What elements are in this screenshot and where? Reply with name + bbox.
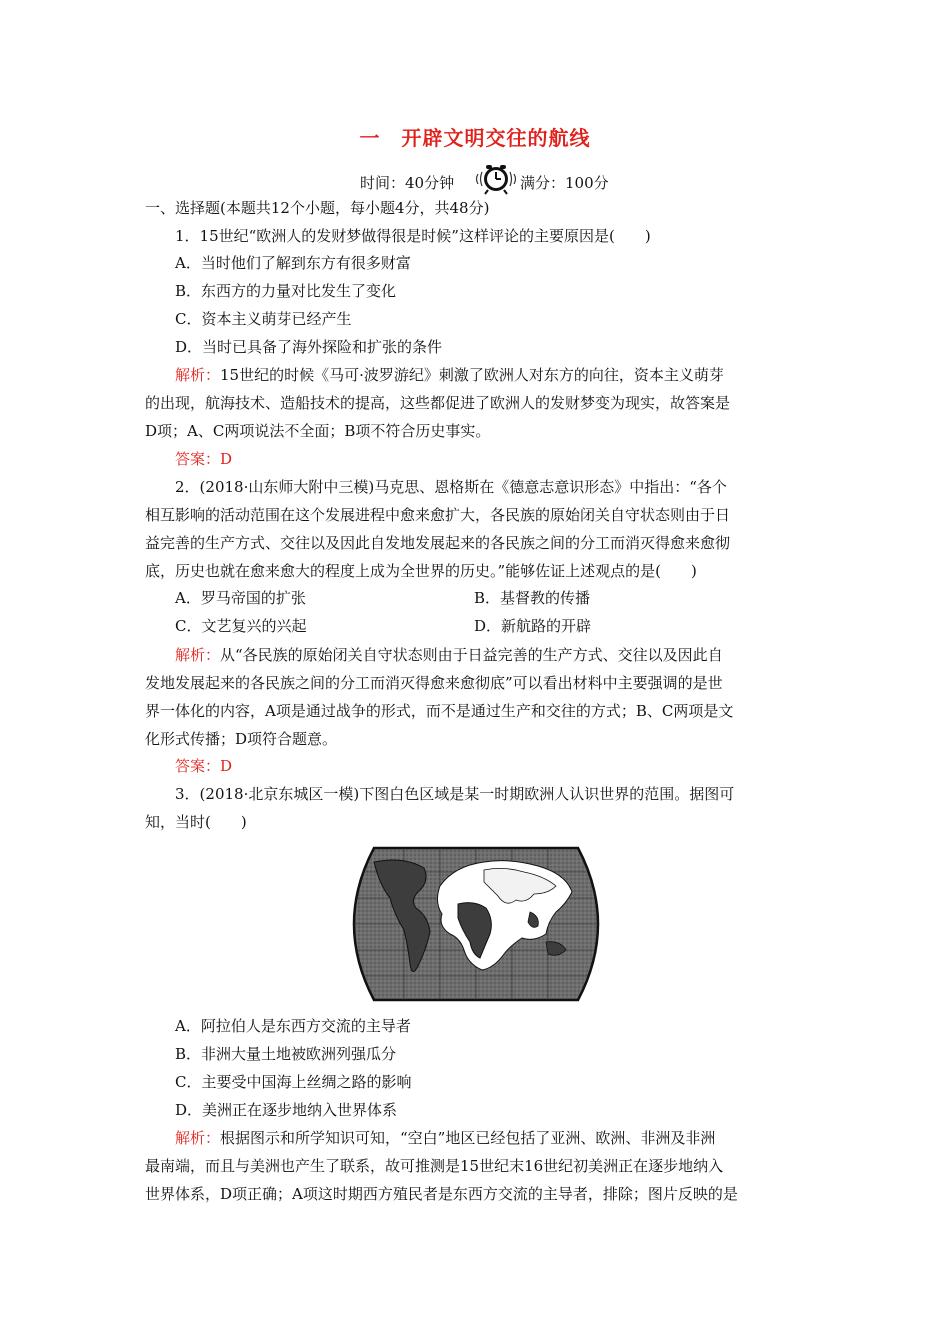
q2-analysis-line-4: 化形式传播；D项符合题意。 (145, 730, 338, 748)
analysis-label: 解析： (175, 1129, 221, 1147)
q1-analysis-line-2: 的出现，航海技术、造船技术的提高，这些都促进了欧洲人的发财梦变为现实，故答案是 (145, 394, 731, 412)
analysis-label: 解析： (175, 646, 221, 664)
q1-answer: 答案：D (175, 450, 233, 468)
q1-option-a: A．当时他们了解到东方有很多财富 (175, 254, 411, 272)
q3-option-c: C．主要受中国海上丝绸之路的影响 (175, 1073, 412, 1091)
q3-option-d: D．美洲正在逐步地纳入世界体系 (175, 1101, 398, 1119)
full-score: 满分：100分 (520, 174, 609, 192)
alarm-clock-icon (472, 162, 520, 196)
q2-stem-line-4: 底，历史也就在愈来愈大的程度上成为全世界的历史。”能够佐证上述观点的是( ) (145, 562, 697, 580)
q2-analysis-line-1: 解析：从“各民族的原始闭关自守状态则由于日益完善的生产方式、交往以及因此自 (175, 646, 723, 664)
section-heading: 一、选择题(本题共12个小题，每小题4分，共48分) (145, 199, 490, 217)
q2-option-b: B．基督教的传播 (474, 589, 591, 607)
world-map-figure (334, 842, 618, 1006)
q3-stem-line-1: 3．(2018·北京东城区一模)下图白色区域是某一时期欧洲人认识世界的范围。据图可 (175, 785, 735, 803)
q3-analysis-line-3: 世界体系，D项正确；A项这时期西方殖民者是东西方交流的主导者，排除；图片反映的是 (145, 1185, 738, 1203)
q2-answer: 答案：D (175, 757, 233, 775)
q1-option-c: C．资本主义萌芽已经产生 (175, 310, 352, 328)
q1-option-d: D．当时已具备了海外探险和扩张的条件 (175, 338, 443, 356)
page-title: 一 开辟文明交往的航线 (359, 126, 591, 150)
q2-stem-line-1: 2．(2018·山东师大附中三模)马克思、恩格斯在《德意志意识形态》中指出：“各个 (175, 478, 727, 496)
q1-analysis-line-1: 解析：15世纪的时候《马可·波罗游纪》刺激了欧洲人对东方的向往，资本主义萌芽 (175, 366, 724, 384)
q3-stem-line-2: 知，当时( ) (145, 813, 247, 831)
q3-option-b: B．非洲大量土地被欧洲列强瓜分 (175, 1045, 397, 1063)
q3-option-a: A．阿拉伯人是东西方交流的主导者 (175, 1017, 411, 1035)
exam-meta (0, 162, 950, 196)
q2-option-a: A．罗马帝国的扩张 (175, 589, 306, 607)
q1-analysis-line-3: D项；A、C两项说法不全面；B项不符合历史事实。 (145, 422, 491, 440)
q2-analysis-line-3: 界一体化的内容，A项是通过战争的形式，而不是通过生产和交往的方式；B、C两项是文 (145, 702, 734, 720)
q2-analysis-line-2: 发地发展起来的各民族之间的分工而消灭得愈来愈彻底”可以看出材料中主要强调的是世 (145, 674, 723, 692)
analysis-label: 解析： (175, 366, 221, 384)
q2-option-c: C．文艺复兴的兴起 (175, 617, 307, 635)
q1-option-b: B．东西方的力量对比发生了变化 (175, 282, 397, 300)
time-limit: 时间：40分钟 (360, 174, 455, 192)
q3-analysis-line-1: 解析：根据图示和所学知识可知，“空白”地区已经包括了亚洲、欧洲、非洲及非洲 (175, 1129, 716, 1147)
q2-stem-line-2: 相互影响的活动范围在这个发展进程中愈来愈扩大，各民族的原始闭关自守状态则由于日 (145, 506, 731, 524)
q2-option-d: D．新航路的开辟 (474, 617, 592, 635)
q1-stem: 1．15世纪“欧洲人的发财梦做得很是时候”这样评论的主要原因是( ) (175, 227, 651, 245)
q3-analysis-line-2: 最南端，而且与美洲也产生了联系，故可推测是15世纪末16世纪初美洲正在逐步地纳入 (145, 1157, 724, 1175)
q2-stem-line-3: 益完善的生产方式、交往以及因此自发地发展起来的各民族之间的分工而消灭得愈来愈彻 (145, 534, 731, 552)
